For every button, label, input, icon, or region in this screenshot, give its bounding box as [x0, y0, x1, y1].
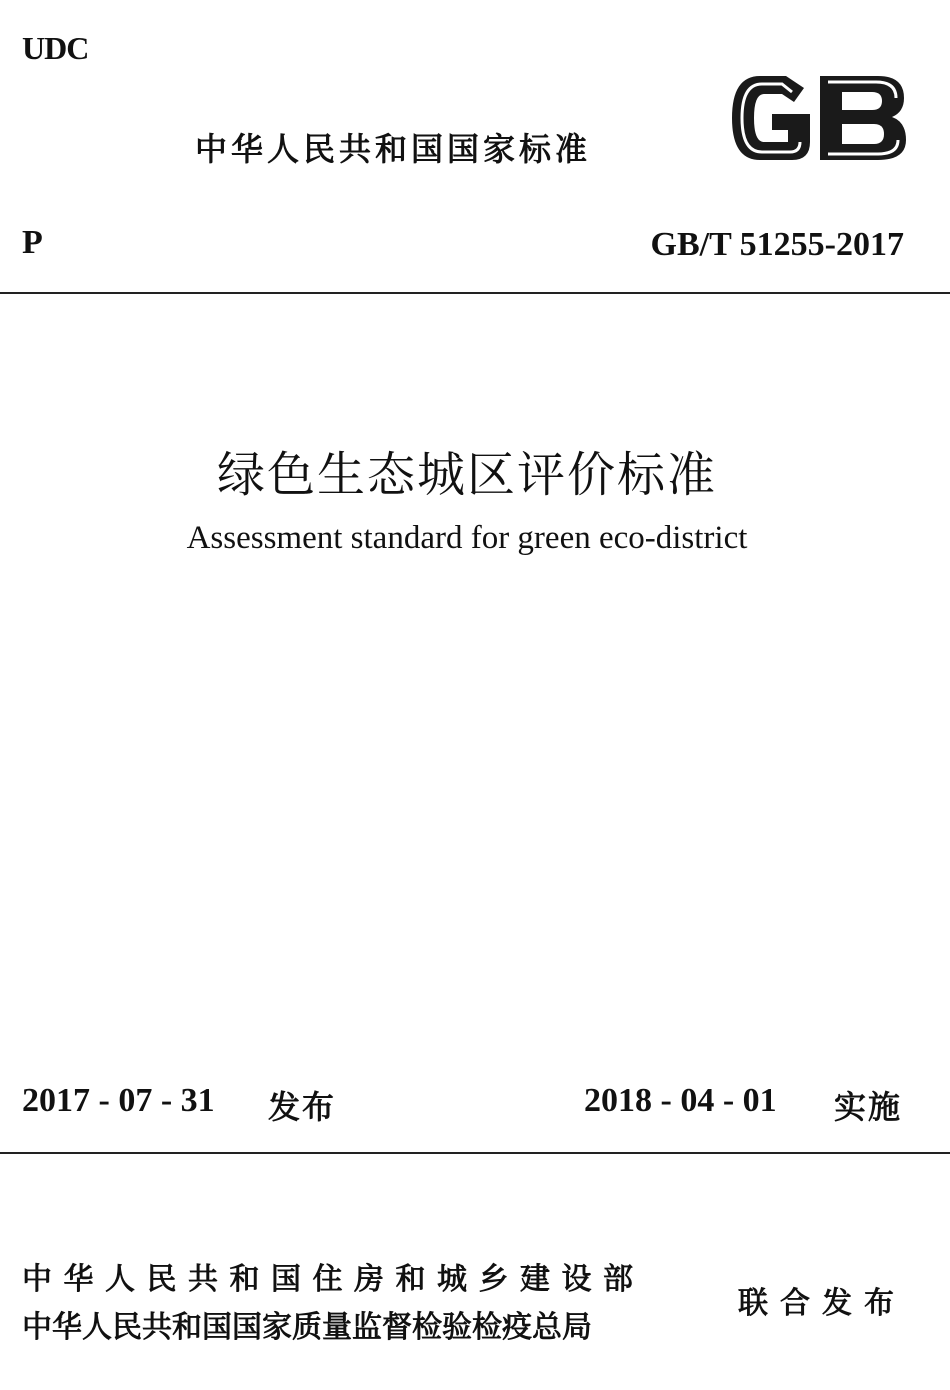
udc-label: UDC: [22, 30, 89, 66]
national-standard-heading: 中华人民共和国国家标准: [195, 130, 592, 168]
issuer-ministry: 中华人民共和国住房和城乡建设部: [22, 1262, 645, 1297]
bottom-divider: [0, 1152, 950, 1154]
implementation-label: 实施: [834, 1088, 903, 1126]
title-english: Assessment standard for green eco-district: [186, 520, 748, 556]
joint-issue-label: 联合发布: [738, 1286, 906, 1321]
issuer-administration: 中华人民共和国国家质量监督检验检疫总局: [22, 1310, 592, 1345]
issue-date: 2017 - 07 - 31: [22, 1082, 215, 1119]
standard-number: GB/T 51255-2017: [650, 226, 904, 263]
implementation-date: 2018 - 04 - 01: [584, 1082, 777, 1119]
title-chinese: 绿色生态城区评价标准: [216, 447, 717, 503]
gb-logo: [728, 70, 908, 166]
issue-label: 发布: [268, 1088, 337, 1126]
top-divider: [0, 292, 950, 294]
category-code: P: [22, 224, 43, 261]
